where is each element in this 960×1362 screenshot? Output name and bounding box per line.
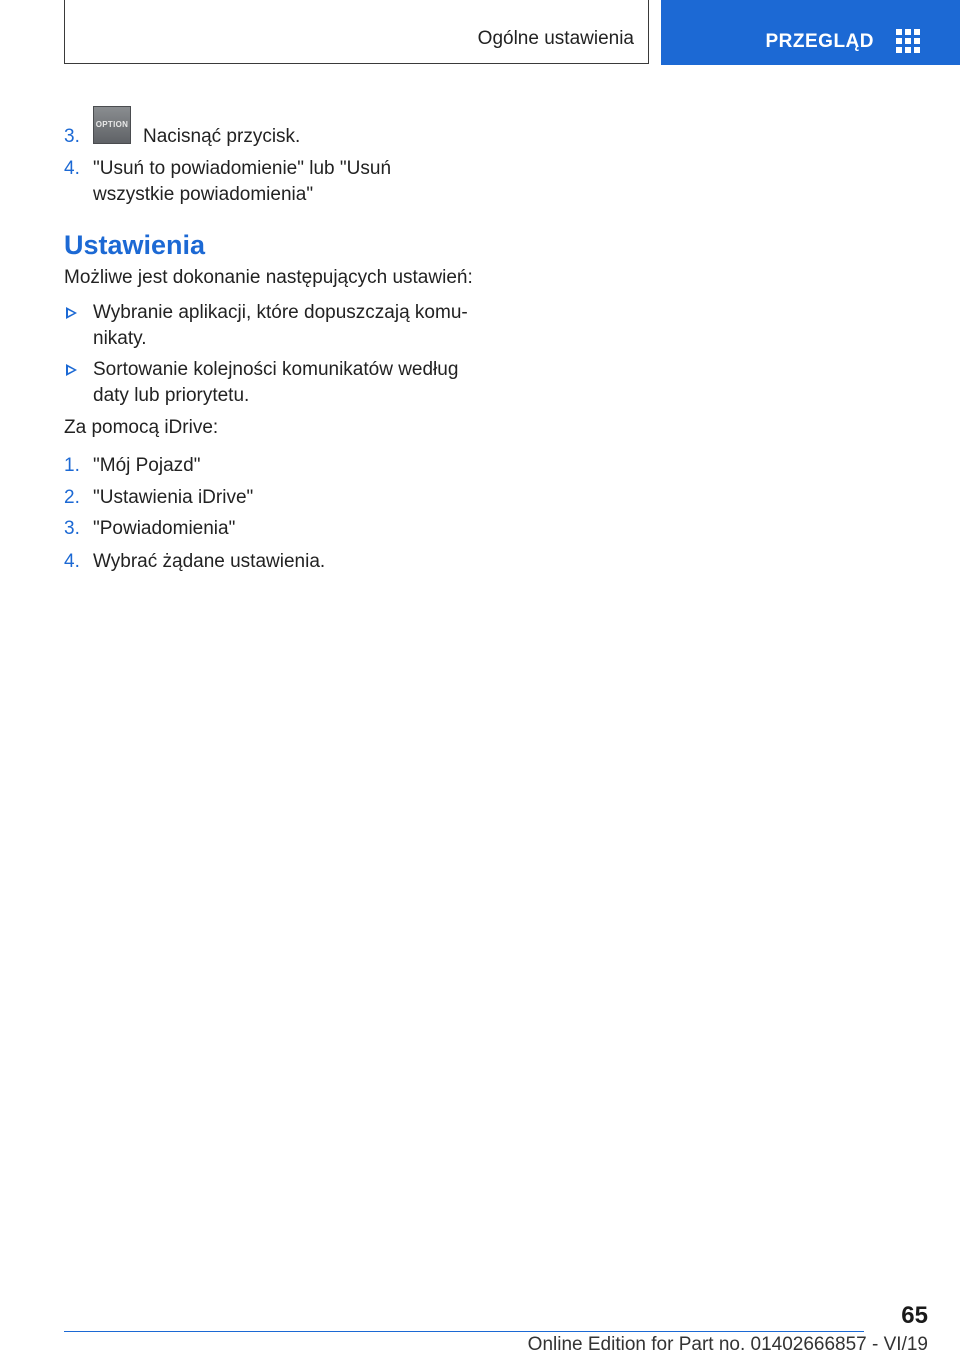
step-text: "Ustawienia iDrive": [93, 487, 254, 508]
footer-divider: [64, 1331, 864, 1332]
settings-intro: Możliwe jest dokonanie następujących ustawień:: [64, 267, 473, 288]
bullet-text: Wybranie aplikacji, które dopuszczają komunikaty.: [93, 302, 468, 349]
triangle-bullet-icon: [66, 364, 77, 376]
option-button-icon: OPTION: [93, 106, 131, 144]
grid-menu-icon: [896, 29, 922, 53]
step-number: 4.: [64, 551, 80, 572]
step-number: 2.: [64, 487, 80, 508]
header-section-box: [64, 0, 649, 64]
section-title: Ogólne ustawienia: [477, 28, 634, 49]
step-number: 3.: [64, 126, 80, 147]
edition-text: Online Edition for Part no. 01402666857 - VI/19: [527, 1334, 928, 1355]
step-text: "Mój Pojazd": [93, 455, 201, 476]
step-number: 4.: [64, 158, 80, 179]
step-text: Nacisnąć przycisk.: [143, 126, 301, 147]
step-text: "Usuń to powiadomienie" lub "Usuń wszystkie powiadomienia": [93, 158, 392, 205]
step-text: "Powiadomienia": [93, 518, 236, 539]
page-number: 65: [901, 1302, 928, 1329]
triangle-bullet-icon: [66, 307, 77, 319]
step-number: 1.: [64, 455, 80, 476]
idrive-intro: Za pomocą iDrive:: [64, 417, 219, 438]
bullet-text: Sortowanie kolejności komunikatów według daty lub priorytetu.: [93, 359, 459, 406]
overview-nav-label: PRZEGLĄD: [765, 31, 874, 52]
step-number: 3.: [64, 518, 80, 539]
overview-nav-button[interactable]: [661, 0, 960, 65]
settings-heading: Ustawienia: [64, 230, 206, 260]
step-text: Wybrać żądane ustawienia.: [93, 551, 326, 572]
